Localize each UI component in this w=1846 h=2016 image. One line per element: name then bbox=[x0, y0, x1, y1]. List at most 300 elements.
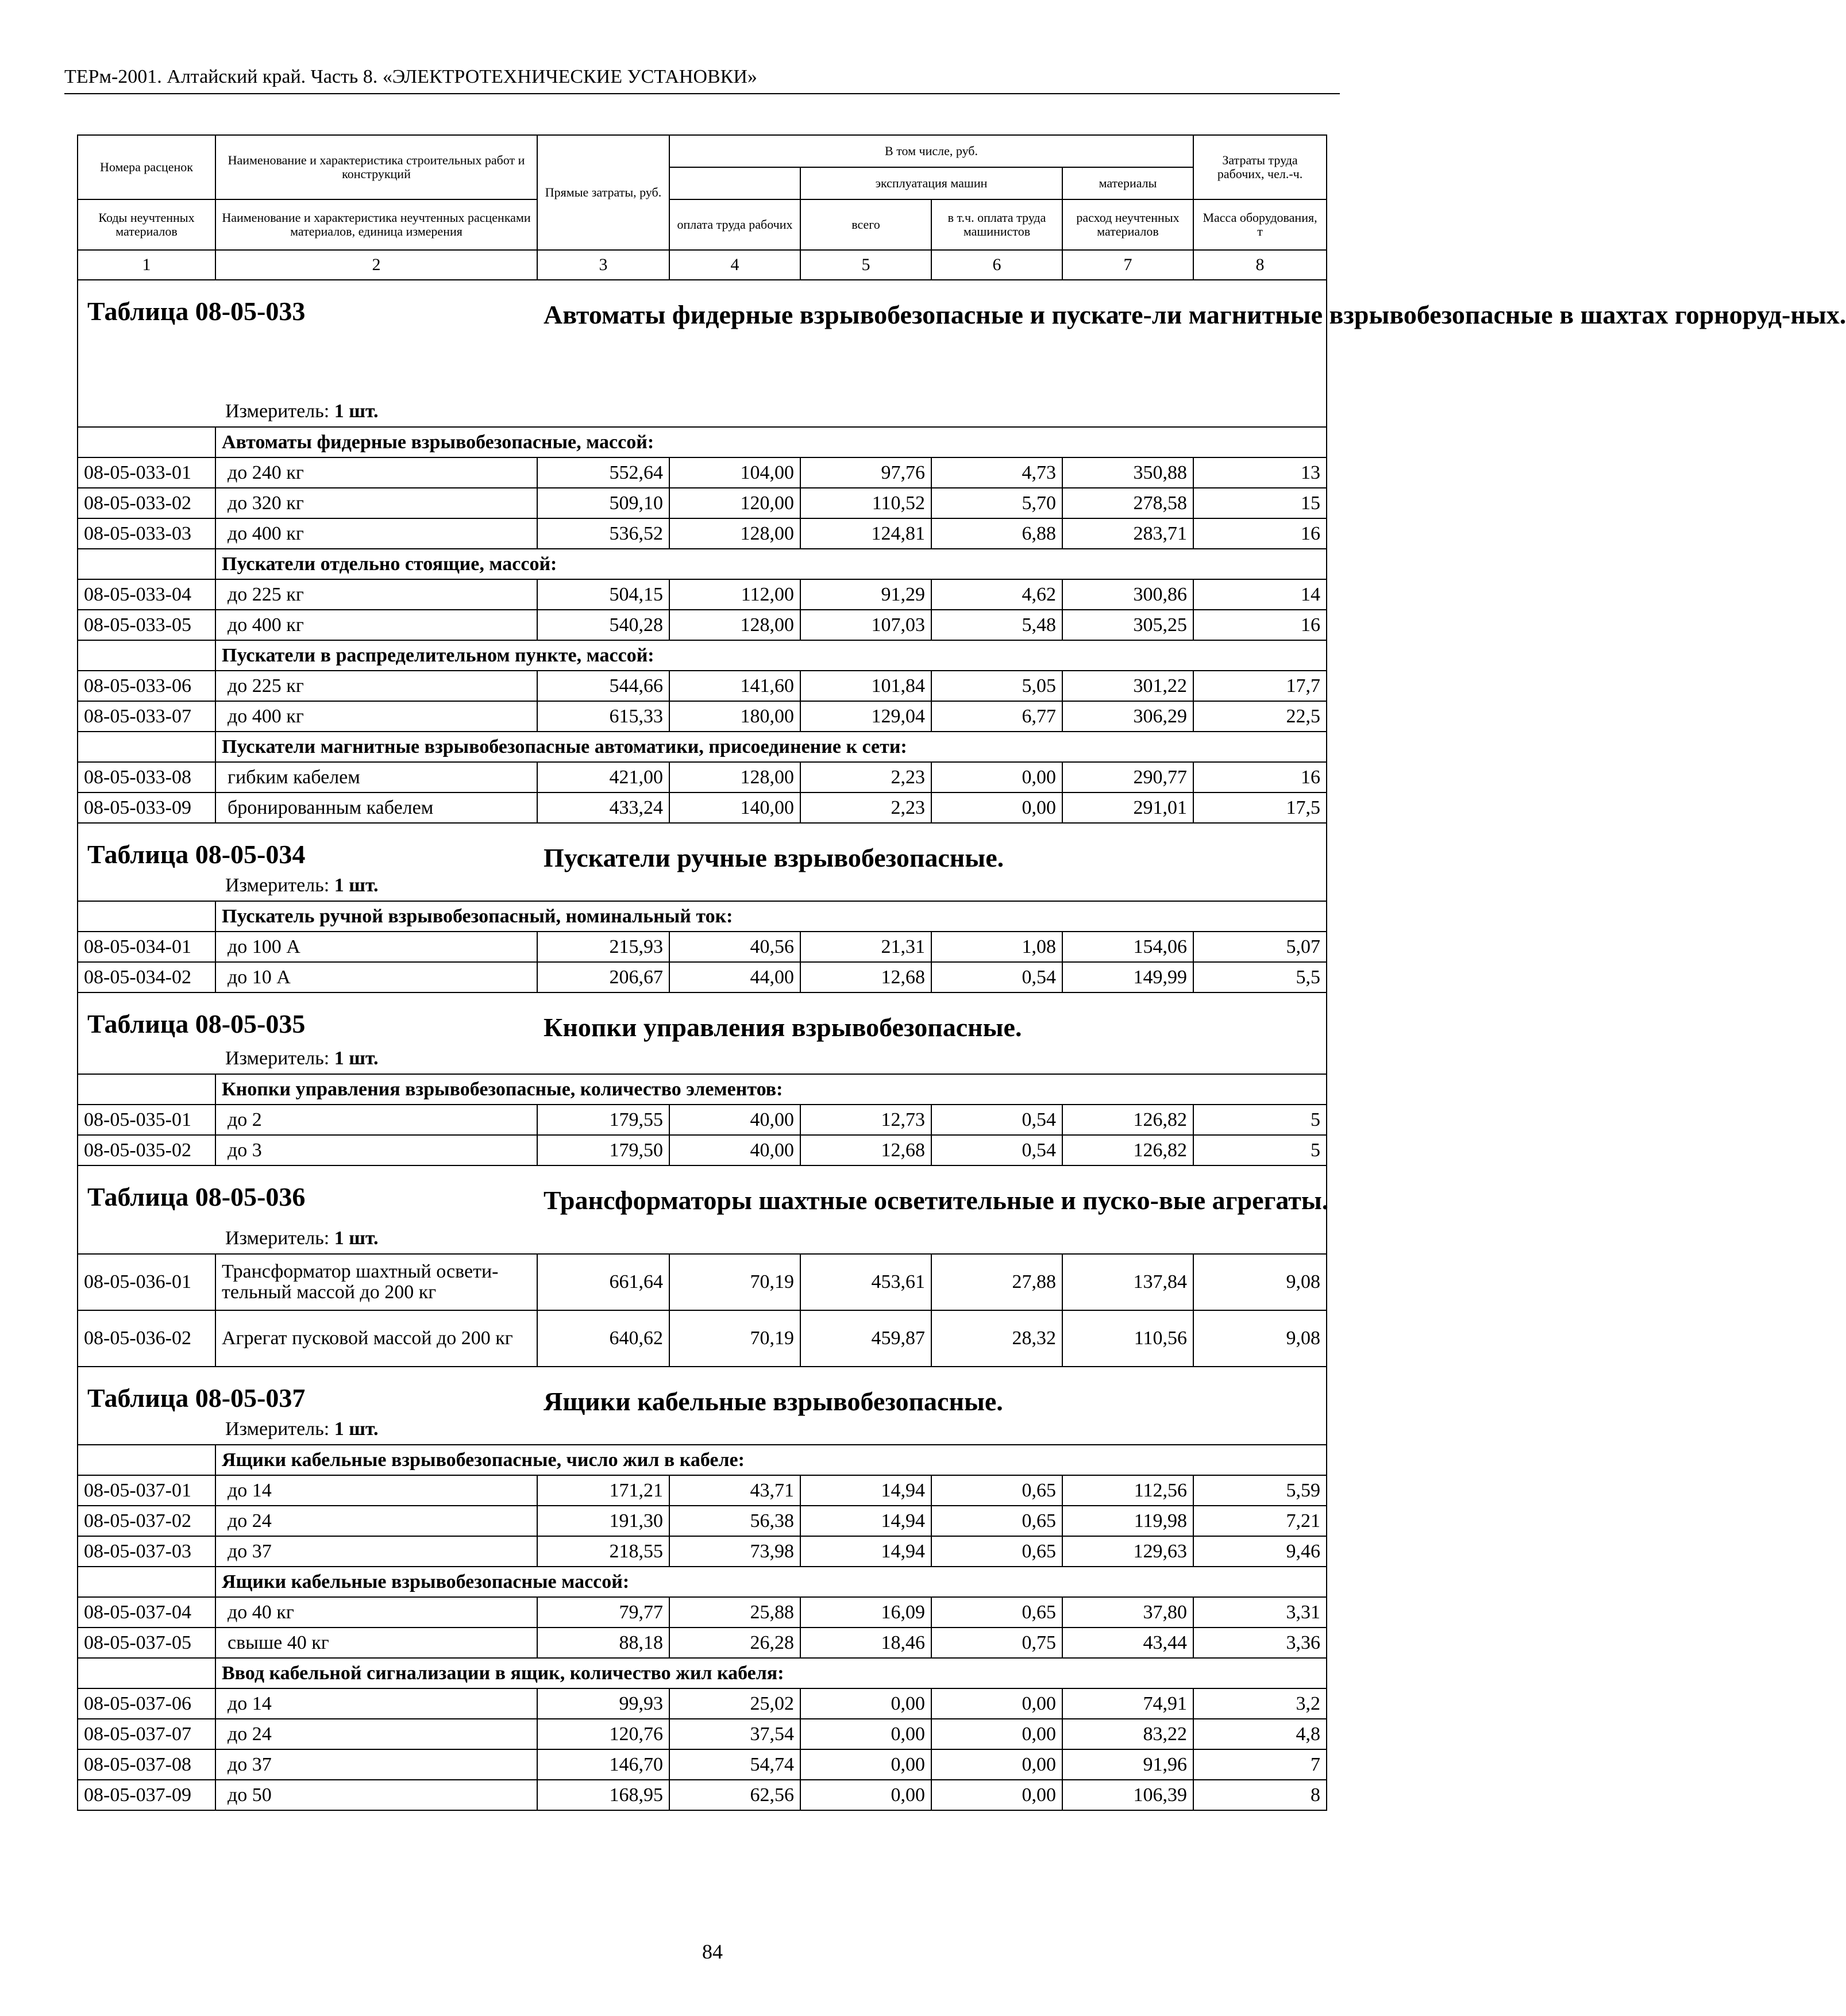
value-cell: 9,46 bbox=[1193, 1536, 1327, 1567]
description-cell: свыше 40 кг bbox=[215, 1628, 537, 1658]
value-cell: 154,06 bbox=[1062, 932, 1193, 962]
description-cell: до 37 bbox=[215, 1536, 537, 1567]
value-cell: 179,50 bbox=[537, 1135, 669, 1165]
description-cell: до 100 А bbox=[215, 932, 537, 962]
value-cell: 16 bbox=[1193, 610, 1327, 640]
value-cell: 171,21 bbox=[537, 1475, 669, 1506]
measure-value: 1 шт. bbox=[334, 1228, 379, 1249]
value-cell: 305,25 bbox=[1062, 610, 1193, 640]
table-row bbox=[78, 1749, 1327, 1780]
value-cell: 73,98 bbox=[669, 1536, 800, 1567]
value-cell: 21,31 bbox=[800, 932, 931, 962]
measure-value: 1 шт. bbox=[334, 1048, 379, 1069]
rate-code-cell: 08-05-036-02 bbox=[78, 1310, 215, 1367]
value-cell: 5,70 bbox=[931, 488, 1062, 518]
value-cell: 37,80 bbox=[1062, 1597, 1193, 1628]
value-cell: 540,28 bbox=[537, 610, 669, 640]
value-cell: 6,88 bbox=[931, 518, 1062, 549]
measure bbox=[225, 1418, 379, 1441]
group-heading-spacer bbox=[78, 1658, 215, 1688]
value-cell: 12,68 bbox=[800, 962, 931, 992]
group-heading-row bbox=[78, 1074, 1327, 1105]
description-cell: до 14 bbox=[215, 1688, 537, 1719]
value-cell: 91,29 bbox=[800, 579, 931, 610]
rate-code-cell: 08-05-034-02 bbox=[78, 962, 215, 992]
table-row bbox=[78, 457, 1327, 488]
description-cell: до 225 кг bbox=[215, 671, 537, 701]
description-cell: до 40 кг bbox=[215, 1597, 537, 1628]
table-row bbox=[78, 762, 1327, 792]
group-heading-row bbox=[78, 1658, 1327, 1688]
rate-code-cell: 08-05-037-07 bbox=[78, 1719, 215, 1749]
value-cell: 83,22 bbox=[1062, 1719, 1193, 1749]
table-caption bbox=[78, 992, 1327, 1074]
value-cell: 9,08 bbox=[1193, 1310, 1327, 1367]
value-cell: 16,09 bbox=[800, 1597, 931, 1628]
value-cell: 18,46 bbox=[800, 1628, 931, 1658]
table-row bbox=[78, 1135, 1327, 1165]
description-cell: до 2 bbox=[215, 1105, 537, 1135]
value-cell: 5,5 bbox=[1193, 962, 1327, 992]
value-cell: 290,77 bbox=[1062, 762, 1193, 792]
table-row bbox=[78, 1628, 1327, 1658]
group-heading-spacer bbox=[78, 1074, 215, 1105]
measure bbox=[225, 1047, 379, 1070]
rate-code-cell: 08-05-033-09 bbox=[78, 792, 215, 823]
value-cell: 7 bbox=[1193, 1749, 1327, 1780]
table-caption-row bbox=[78, 823, 1327, 901]
value-cell: 128,00 bbox=[669, 610, 800, 640]
value-cell: 661,64 bbox=[537, 1254, 669, 1310]
rate-code-cell: 08-05-033-02 bbox=[78, 488, 215, 518]
value-cell: 9,08 bbox=[1193, 1254, 1327, 1310]
value-cell: 0,00 bbox=[800, 1780, 931, 1810]
value-cell: 5 bbox=[1193, 1105, 1327, 1135]
col-header-rate-number: Номера расценок bbox=[78, 135, 215, 199]
value-cell: 459,87 bbox=[800, 1310, 931, 1367]
value-cell: 0,00 bbox=[800, 1749, 931, 1780]
value-cell: 2,23 bbox=[800, 762, 931, 792]
group-heading-row bbox=[78, 640, 1327, 671]
value-cell: 2,23 bbox=[800, 792, 931, 823]
table-row bbox=[78, 1597, 1327, 1628]
value-cell: 107,03 bbox=[800, 610, 931, 640]
description-cell: бронированным кабелем bbox=[215, 792, 537, 823]
description-cell: до 14 bbox=[215, 1475, 537, 1506]
col-header-operators-wages: в т.ч. оплата труда машинистов bbox=[931, 199, 1062, 250]
caption-wrap bbox=[78, 824, 1326, 901]
description-cell: Трансформатор шахтный освети-тельный массой до 200 кг bbox=[215, 1254, 537, 1310]
table-label: Таблица 08-05-035 bbox=[87, 1009, 306, 1038]
value-cell: 16 bbox=[1193, 762, 1327, 792]
rate-code-cell: 08-05-033-05 bbox=[78, 610, 215, 640]
table-caption-row bbox=[78, 992, 1327, 1074]
caption-wrap bbox=[78, 280, 1846, 426]
description-cell: до 24 bbox=[215, 1719, 537, 1749]
col-header-wages: оплата труда рабочих bbox=[669, 199, 800, 250]
value-cell: 28,32 bbox=[931, 1310, 1062, 1367]
col-header-material-usage: расход неучтенных материалов bbox=[1062, 199, 1193, 250]
value-cell: 350,88 bbox=[1062, 457, 1193, 488]
rate-code-cell: 08-05-033-08 bbox=[78, 762, 215, 792]
value-cell: 433,24 bbox=[537, 792, 669, 823]
value-cell: 54,74 bbox=[669, 1749, 800, 1780]
value-cell: 218,55 bbox=[537, 1536, 669, 1567]
col-number: 6 bbox=[931, 250, 1062, 280]
value-cell: 504,15 bbox=[537, 579, 669, 610]
rate-code-cell: 08-05-035-01 bbox=[78, 1105, 215, 1135]
value-cell: 70,19 bbox=[669, 1310, 800, 1367]
table-caption-row bbox=[78, 1367, 1327, 1445]
value-cell: 12,68 bbox=[800, 1135, 931, 1165]
value-cell: 128,00 bbox=[669, 518, 800, 549]
table-caption-row bbox=[78, 1165, 1327, 1254]
value-cell: 119,98 bbox=[1062, 1506, 1193, 1536]
col-header-labor-costs: Затраты труда рабочих, чел.-ч. bbox=[1193, 135, 1327, 199]
measure-value: 1 шт. bbox=[334, 401, 379, 422]
value-cell: 0,00 bbox=[931, 762, 1062, 792]
measure-label: Измеритель: bbox=[225, 1418, 330, 1440]
measure-label: Измеритель: bbox=[225, 1228, 330, 1249]
group-heading: Ввод кабельной сигнализации в ящик, количество жил кабеля: bbox=[215, 1658, 1327, 1688]
col-header-material-name: Наименование и характеристика неучтенных расценками материалов, единица измерения bbox=[215, 199, 537, 250]
value-cell: 25,02 bbox=[669, 1688, 800, 1719]
value-cell: 137,84 bbox=[1062, 1254, 1193, 1310]
table-label: Таблица 08-05-037 bbox=[87, 1383, 306, 1413]
caption-wrap bbox=[78, 993, 1326, 1074]
page-number: 84 bbox=[702, 1940, 723, 1963]
col-number: 3 bbox=[537, 250, 669, 280]
col-number: 4 bbox=[669, 250, 800, 280]
value-cell: 0,65 bbox=[931, 1506, 1062, 1536]
value-cell: 180,00 bbox=[669, 701, 800, 732]
measure bbox=[225, 400, 379, 423]
value-cell: 128,00 bbox=[669, 762, 800, 792]
table-body bbox=[78, 280, 1846, 1810]
value-cell: 421,00 bbox=[537, 762, 669, 792]
description-cell: до 3 bbox=[215, 1135, 537, 1165]
value-cell: 0,65 bbox=[931, 1536, 1062, 1567]
value-cell: 509,10 bbox=[537, 488, 669, 518]
value-cell: 56,38 bbox=[669, 1506, 800, 1536]
table-caption bbox=[78, 823, 1327, 901]
value-cell: 126,82 bbox=[1062, 1105, 1193, 1135]
description-cell: до 320 кг bbox=[215, 488, 537, 518]
value-cell: 306,29 bbox=[1062, 701, 1193, 732]
rate-code-cell: 08-05-033-06 bbox=[78, 671, 215, 701]
value-cell: 0,54 bbox=[931, 962, 1062, 992]
value-cell: 5,48 bbox=[931, 610, 1062, 640]
col-number: 1 bbox=[78, 250, 215, 280]
value-cell: 40,00 bbox=[669, 1135, 800, 1165]
table-title: Автоматы фидерные взрывобезопасные и пускате-ли магнитные взрывобезопасные в шахтах горноруд-ных. bbox=[544, 300, 1846, 329]
col-header-machines: эксплуатация машин bbox=[800, 167, 1062, 199]
value-cell: 640,62 bbox=[537, 1310, 669, 1367]
rate-code-cell: 08-05-034-01 bbox=[78, 932, 215, 962]
measure-value: 1 шт. bbox=[334, 1418, 379, 1440]
description-cell: до 24 bbox=[215, 1506, 537, 1536]
value-cell: 179,55 bbox=[537, 1105, 669, 1135]
value-cell: 97,76 bbox=[800, 457, 931, 488]
value-cell: 99,93 bbox=[537, 1688, 669, 1719]
value-cell: 3,31 bbox=[1193, 1597, 1327, 1628]
value-cell: 104,00 bbox=[669, 457, 800, 488]
col-header-material-codes: Коды неучтенных материалов bbox=[78, 199, 215, 250]
value-cell: 22,5 bbox=[1193, 701, 1327, 732]
group-heading: Пускатели в распределительном пункте, массой: bbox=[215, 640, 1327, 671]
group-heading-row bbox=[78, 732, 1327, 762]
value-cell: 6,77 bbox=[931, 701, 1062, 732]
col-number: 2 bbox=[215, 250, 537, 280]
col-number: 5 bbox=[800, 250, 931, 280]
value-cell: 5,59 bbox=[1193, 1475, 1327, 1506]
table-row bbox=[78, 579, 1327, 610]
table-row bbox=[78, 1506, 1327, 1536]
value-cell: 3,36 bbox=[1193, 1628, 1327, 1658]
col-header-direct-costs: Прямые затраты, руб. bbox=[537, 135, 669, 250]
table-title: Пускатели ручные взрывобезопасные. bbox=[544, 843, 1004, 872]
value-cell: 15 bbox=[1193, 488, 1327, 518]
description-cell: до 400 кг bbox=[215, 701, 537, 732]
value-cell: 0,00 bbox=[931, 1780, 1062, 1810]
value-cell: 106,39 bbox=[1062, 1780, 1193, 1810]
value-cell: 14 bbox=[1193, 579, 1327, 610]
measure-label: Измеритель: bbox=[225, 1048, 330, 1069]
value-cell: 129,63 bbox=[1062, 1536, 1193, 1567]
price-table bbox=[77, 134, 1846, 1811]
value-cell: 44,00 bbox=[669, 962, 800, 992]
value-cell: 124,81 bbox=[800, 518, 931, 549]
value-cell: 101,84 bbox=[800, 671, 931, 701]
table-caption bbox=[78, 1367, 1327, 1445]
value-cell: 300,86 bbox=[1062, 579, 1193, 610]
measure-label: Измеритель: bbox=[225, 401, 330, 422]
col-header-equipment-mass: Масса оборудования, т bbox=[1193, 199, 1327, 250]
value-cell: 4,62 bbox=[931, 579, 1062, 610]
table-row bbox=[78, 488, 1327, 518]
value-cell: 149,99 bbox=[1062, 962, 1193, 992]
col-header-work-name: Наименование и характеристика строительных работ и конструкций bbox=[215, 135, 537, 199]
table-row bbox=[78, 962, 1327, 992]
group-heading-spacer bbox=[78, 640, 215, 671]
group-heading-spacer bbox=[78, 549, 215, 579]
description-cell: до 400 кг bbox=[215, 610, 537, 640]
table-row bbox=[78, 1475, 1327, 1506]
value-cell: 8 bbox=[1193, 1780, 1327, 1810]
rate-code-cell: 08-05-037-08 bbox=[78, 1749, 215, 1780]
rate-code-cell: 08-05-036-01 bbox=[78, 1254, 215, 1310]
group-heading: Пускатели магнитные взрывобезопасные автоматики, присоединение к сети: bbox=[215, 732, 1327, 762]
value-cell: 536,52 bbox=[537, 518, 669, 549]
group-heading-spacer bbox=[78, 901, 215, 932]
table-title: Ящики кабельные взрывобезопасные. bbox=[544, 1387, 1003, 1416]
value-cell: 74,91 bbox=[1062, 1688, 1193, 1719]
value-cell: 37,54 bbox=[669, 1719, 800, 1749]
value-cell: 0,75 bbox=[931, 1628, 1062, 1658]
value-cell: 291,01 bbox=[1062, 792, 1193, 823]
value-cell: 62,56 bbox=[669, 1780, 800, 1810]
table-row bbox=[78, 518, 1327, 549]
description-cell: Агрегат пусковой массой до 200 кг bbox=[215, 1310, 537, 1367]
measure-label: Измеритель: bbox=[225, 875, 330, 896]
group-heading: Автоматы фидерные взрывобезопасные, массой: bbox=[215, 427, 1327, 457]
value-cell: 615,33 bbox=[537, 701, 669, 732]
description-cell: до 10 А bbox=[215, 962, 537, 992]
table-label: Таблица 08-05-033 bbox=[87, 297, 306, 326]
table-row bbox=[78, 1105, 1327, 1135]
value-cell: 79,77 bbox=[537, 1597, 669, 1628]
table-row bbox=[78, 1719, 1327, 1749]
table-row bbox=[78, 932, 1327, 962]
table-row bbox=[78, 1254, 1327, 1310]
group-heading-spacer bbox=[78, 1567, 215, 1597]
value-cell: 0,00 bbox=[800, 1688, 931, 1719]
group-heading: Пускатель ручной взрывобезопасный, номинальный ток: bbox=[215, 901, 1327, 932]
value-cell: 5,07 bbox=[1193, 932, 1327, 962]
caption-wrap bbox=[78, 1367, 1326, 1444]
value-cell: 16 bbox=[1193, 518, 1327, 549]
value-cell: 453,61 bbox=[800, 1254, 931, 1310]
col-header-machines-total: всего bbox=[800, 199, 931, 250]
value-cell: 120,76 bbox=[537, 1719, 669, 1749]
value-cell: 7,21 bbox=[1193, 1506, 1327, 1536]
value-cell: 278,58 bbox=[1062, 488, 1193, 518]
col-header-including: В том числе, руб. bbox=[669, 135, 1193, 167]
value-cell: 43,71 bbox=[669, 1475, 800, 1506]
rate-code-cell: 08-05-033-04 bbox=[78, 579, 215, 610]
table-caption bbox=[78, 1165, 1327, 1254]
table-label: Таблица 08-05-034 bbox=[87, 840, 306, 869]
table-row bbox=[78, 610, 1327, 640]
description-cell: до 240 кг bbox=[215, 457, 537, 488]
table-title: Кнопки управления взрывобезопасные. bbox=[544, 1013, 1022, 1042]
value-cell: 544,66 bbox=[537, 671, 669, 701]
value-cell: 4,8 bbox=[1193, 1719, 1327, 1749]
value-cell: 3,2 bbox=[1193, 1688, 1327, 1719]
group-heading: Кнопки управления взрывобезопасные, количество элементов: bbox=[215, 1074, 1327, 1105]
group-heading-spacer bbox=[78, 1445, 215, 1475]
col-number: 8 bbox=[1193, 250, 1327, 280]
value-cell: 110,52 bbox=[800, 488, 931, 518]
value-cell: 126,82 bbox=[1062, 1135, 1193, 1165]
value-cell: 26,28 bbox=[669, 1628, 800, 1658]
value-cell: 0,54 bbox=[931, 1135, 1062, 1165]
group-heading: Пускатели отдельно стоящие, массой: bbox=[215, 549, 1327, 579]
value-cell: 88,18 bbox=[537, 1628, 669, 1658]
rate-code-cell: 08-05-037-09 bbox=[78, 1780, 215, 1810]
value-cell: 14,94 bbox=[800, 1506, 931, 1536]
running-header: ТЕРм-2001. Алтайский край. Часть 8. «ЭЛЕКТРОТЕХНИЧЕСКИЕ УСТАНОВКИ» bbox=[64, 64, 1340, 94]
caption-wrap bbox=[78, 1166, 1329, 1253]
value-cell: 14,94 bbox=[800, 1536, 931, 1567]
table-label: Таблица 08-05-036 bbox=[87, 1182, 306, 1211]
value-cell: 140,00 bbox=[669, 792, 800, 823]
value-cell: 0,65 bbox=[931, 1597, 1062, 1628]
group-heading-row bbox=[78, 901, 1327, 932]
group-heading-spacer bbox=[78, 427, 215, 457]
value-cell: 301,22 bbox=[1062, 671, 1193, 701]
measure bbox=[225, 874, 379, 897]
col-header-materials: материалы bbox=[1062, 167, 1193, 199]
value-cell: 112,56 bbox=[1062, 1475, 1193, 1506]
group-heading: Ящики кабельные взрывобезопасные, число жил в кабеле: bbox=[215, 1445, 1327, 1475]
value-cell: 43,44 bbox=[1062, 1628, 1193, 1658]
rate-code-cell: 08-05-033-03 bbox=[78, 518, 215, 549]
value-cell: 27,88 bbox=[931, 1254, 1062, 1310]
value-cell: 12,73 bbox=[800, 1105, 931, 1135]
value-cell: 141,60 bbox=[669, 671, 800, 701]
description-cell: до 50 bbox=[215, 1780, 537, 1810]
value-cell: 206,67 bbox=[537, 962, 669, 992]
rate-code-cell: 08-05-037-05 bbox=[78, 1628, 215, 1658]
measure bbox=[225, 1227, 379, 1250]
value-cell: 0,00 bbox=[931, 792, 1062, 823]
value-cell: 129,04 bbox=[800, 701, 931, 732]
rate-code-cell: 08-05-037-02 bbox=[78, 1506, 215, 1536]
value-cell: 120,00 bbox=[669, 488, 800, 518]
value-cell: 25,88 bbox=[669, 1597, 800, 1628]
group-heading-row bbox=[78, 427, 1327, 457]
value-cell: 0,54 bbox=[931, 1105, 1062, 1135]
table-row bbox=[78, 701, 1327, 732]
table-row bbox=[78, 671, 1327, 701]
rate-code-cell: 08-05-037-01 bbox=[78, 1475, 215, 1506]
value-cell: 168,95 bbox=[537, 1780, 669, 1810]
value-cell: 17,5 bbox=[1193, 792, 1327, 823]
table-title: Трансформаторы шахтные осветительные и пуско-вые агрегаты. bbox=[544, 1186, 1329, 1215]
rate-code-cell: 08-05-033-01 bbox=[78, 457, 215, 488]
value-cell: 0,65 bbox=[931, 1475, 1062, 1506]
rate-code-cell: 08-05-035-02 bbox=[78, 1135, 215, 1165]
group-heading: Ящики кабельные взрывобезопасные массой: bbox=[215, 1567, 1327, 1597]
value-cell: 1,08 bbox=[931, 932, 1062, 962]
description-cell: гибким кабелем bbox=[215, 762, 537, 792]
table-row bbox=[78, 1310, 1327, 1367]
table-caption bbox=[78, 280, 1846, 427]
value-cell: 191,30 bbox=[537, 1506, 669, 1536]
col-header-empty bbox=[669, 167, 800, 199]
value-cell: 283,71 bbox=[1062, 518, 1193, 549]
description-cell: до 225 кг bbox=[215, 579, 537, 610]
measure-value: 1 шт. bbox=[334, 875, 379, 896]
rate-code-cell: 08-05-033-07 bbox=[78, 701, 215, 732]
value-cell: 110,56 bbox=[1062, 1310, 1193, 1367]
rate-code-cell: 08-05-037-04 bbox=[78, 1597, 215, 1628]
table-row bbox=[78, 1536, 1327, 1567]
value-cell: 40,56 bbox=[669, 932, 800, 962]
value-cell: 0,00 bbox=[931, 1688, 1062, 1719]
value-cell: 40,00 bbox=[669, 1105, 800, 1135]
value-cell: 13 bbox=[1193, 457, 1327, 488]
group-heading-row bbox=[78, 1445, 1327, 1475]
value-cell: 91,96 bbox=[1062, 1749, 1193, 1780]
description-cell: до 400 кг bbox=[215, 518, 537, 549]
value-cell: 112,00 bbox=[669, 579, 800, 610]
table-row bbox=[78, 792, 1327, 823]
table-row bbox=[78, 1688, 1327, 1719]
value-cell: 70,19 bbox=[669, 1254, 800, 1310]
value-cell: 4,73 bbox=[931, 457, 1062, 488]
group-heading-row bbox=[78, 549, 1327, 579]
value-cell: 0,00 bbox=[931, 1719, 1062, 1749]
table-caption-row bbox=[78, 280, 1327, 427]
value-cell: 14,94 bbox=[800, 1475, 931, 1506]
description-cell: до 37 bbox=[215, 1749, 537, 1780]
value-cell: 0,00 bbox=[931, 1749, 1062, 1780]
group-heading-row bbox=[78, 1567, 1327, 1597]
value-cell: 17,7 bbox=[1193, 671, 1327, 701]
value-cell: 5 bbox=[1193, 1135, 1327, 1165]
